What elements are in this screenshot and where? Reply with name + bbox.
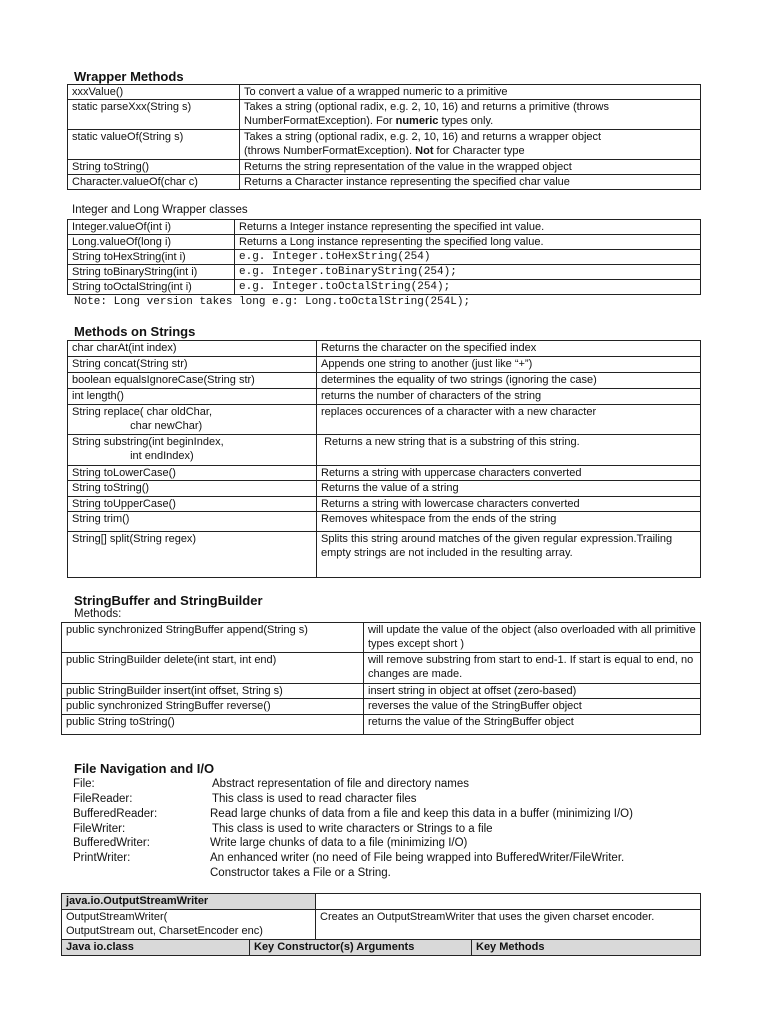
intlong-table [67, 219, 701, 295]
table-row [68, 435, 701, 466]
desc-cell: Returns a Long instance representing the specified long value. [235, 235, 701, 250]
list-item [0, 866, 768, 881]
desc-cell: replaces occurences of a character with a new character [317, 405, 701, 435]
io-name: PrintWriter: [73, 852, 131, 864]
io-desc: Write large chunks of data to a file (minimizing I/O) [210, 837, 468, 849]
intlong-caption: Integer and Long Wrapper classes [72, 204, 248, 216]
desc-cell: determines the equality of two strings (ignoring the case) [317, 373, 701, 389]
io-desc: Read large chunks of data from a file and keep this data in a buffer (minimizing I/O) [210, 808, 633, 820]
table-row [62, 715, 701, 735]
desc-cell: Returns the value of a string [317, 481, 701, 497]
method-cell: Long.valueOf(long i) [68, 235, 235, 250]
method-cell: public StringBuilder insert(int offset, String s) [62, 684, 364, 699]
method-cell: String replace( char oldChar, char newChar) [68, 405, 317, 435]
empty-header-cell [316, 894, 701, 910]
table-row [68, 130, 701, 160]
method-cell: String concat(String str) [68, 357, 317, 373]
method-cell: public synchronized StringBuffer reverse() [62, 699, 364, 715]
constructor-cell: OutputStreamWriter( OutputStream out, CharsetEncoder enc) [62, 910, 316, 940]
table-row [68, 512, 701, 532]
desc-cell: Appends one string to another (just like “+”) [317, 357, 701, 373]
table-header-row [62, 940, 701, 956]
table-row [68, 532, 701, 578]
wrapper-table [67, 84, 701, 190]
desc-cell: Returns a string with lowercase characters converted [317, 497, 701, 512]
table-row [68, 175, 701, 190]
section-title-strings: Methods on Strings [74, 324, 196, 339]
table-header-row [62, 894, 701, 910]
method-cell: static parseXxx(String s) [68, 100, 240, 130]
method-cell: String substring(int beginIndex, int endIndex) [68, 435, 317, 466]
table-row [68, 341, 701, 357]
desc-cell: Returns the string representation of the value in the wrapped object [240, 160, 701, 175]
method-cell: String trim() [68, 512, 317, 532]
desc-cell: e.g. Integer.toHexString(254) [235, 250, 701, 265]
desc-cell [240, 100, 701, 130]
list-item [0, 822, 768, 837]
desc-cell: returns the value of the StringBuffer object [364, 715, 701, 735]
outputstreamwriter-table [61, 893, 701, 956]
io-name: FileReader: [73, 793, 133, 805]
table-row [68, 220, 701, 235]
io-desc: This class is used to write characters or Strings to a file [212, 823, 493, 835]
io-desc: This class is used to read character files [212, 793, 417, 805]
section-title-io: File Navigation and I/O [74, 761, 215, 776]
table-row [68, 373, 701, 389]
desc-cell: reverses the value of the StringBuffer object [364, 699, 701, 715]
table-row [68, 160, 701, 175]
desc-cell: Returns the character on the specified index [317, 341, 701, 357]
method-cell: String[] split(String regex) [68, 532, 317, 578]
strings-table [67, 340, 701, 578]
method-cell: String toUpperCase() [68, 497, 317, 512]
method-cell: Integer.valueOf(int i) [68, 220, 235, 235]
desc-cell: Splits this string around matches of the given regular expression.Trailing empty strings are not included in the resulting array. [317, 532, 701, 578]
method-cell: public synchronized StringBuffer append(String s) [62, 623, 364, 653]
method-cell: char charAt(int index) [68, 341, 317, 357]
desc-cell: will update the value of the object (also overloaded with all primitive types except short ) [364, 623, 701, 653]
io-name: BufferedReader: [73, 808, 158, 820]
table-row [68, 466, 701, 481]
desc-cell: Returns a string with uppercase characters converted [317, 466, 701, 481]
desc-cell [240, 130, 701, 160]
list-item [0, 851, 768, 866]
desc-emphasis: Not [415, 145, 434, 157]
io-name: BufferedWriter: [73, 837, 150, 849]
table-row [68, 481, 701, 497]
desc-cell: Creates an OutputStreamWriter that uses the given charset encoder. [316, 910, 701, 940]
list-item [0, 792, 768, 807]
list-item [0, 777, 768, 792]
desc-cell: returns the number of characters of the string [317, 389, 701, 405]
desc-line: for Character type [433, 145, 525, 157]
table-row [68, 405, 701, 435]
desc-cell: e.g. Integer.toBinaryString(254); [235, 265, 701, 280]
method-cell: xxxValue() [68, 85, 240, 100]
io-desc: Constructor takes a File or a String. [210, 867, 391, 879]
method-cell: int length() [68, 389, 317, 405]
column-header: Key Methods [472, 940, 701, 956]
list-item [0, 807, 768, 822]
desc-line: Takes a string (optional radix, e.g. 2, 10, 16) and returns a primitive (throws [244, 101, 610, 113]
table-row [62, 684, 701, 699]
desc-line: types only. [438, 115, 494, 127]
method-cell: Character.valueOf(char c) [68, 175, 240, 190]
io-name: File: [73, 778, 95, 790]
table-row [68, 497, 701, 512]
section-title-stringbuffer: StringBuffer and StringBuilder [74, 593, 263, 608]
desc-cell: Removes whitespace from the ends of the string [317, 512, 701, 532]
column-header: Key Constructor(s) Arguments [250, 940, 472, 956]
table-row [62, 699, 701, 715]
table-row [68, 250, 701, 265]
desc-line: (throws NumberFormatException). [244, 145, 416, 157]
table-row [68, 265, 701, 280]
table-row [68, 100, 701, 130]
io-name: FileWriter: [73, 823, 126, 835]
io-desc: An enhanced writer (no need of File being wrapped into BufferedWriter/FileWriter. [210, 852, 625, 864]
table-row [62, 623, 701, 653]
method-cell: public StringBuilder delete(int start, int end) [62, 653, 364, 684]
desc-emphasis: numeric [395, 115, 439, 127]
desc-cell: Returns a new string that is a substring of this string. [317, 435, 701, 466]
method-cell: public String toString() [62, 715, 364, 735]
desc-cell: will remove substring from start to end-1. If start is equal to end, no changes are made. [364, 653, 701, 684]
desc-cell: To convert a value of a wrapped numeric to a primitive [240, 85, 701, 100]
io-desc: Abstract representation of file and directory names [212, 778, 469, 790]
stringbuffer-table [61, 622, 701, 735]
column-header: Java io.class [62, 940, 250, 956]
method-cell: String toString() [68, 160, 240, 175]
table-row [68, 235, 701, 250]
method-cell: boolean equalsIgnoreCase(String str) [68, 373, 317, 389]
desc-cell: e.g. Integer.toOctalString(254); [235, 280, 701, 295]
table-row [68, 357, 701, 373]
sb-caption: Methods: [74, 608, 122, 620]
desc-line: Takes a string (optional radix, e.g. 2, 10, 16) and returns a wrapper object [244, 131, 602, 143]
method-cell: static valueOf(String s) [68, 130, 240, 160]
desc-cell: Returns a Integer instance representing the specified int value. [235, 220, 701, 235]
table-row [68, 280, 701, 295]
method-cell: String toHexString(int i) [68, 250, 235, 265]
table-row [68, 389, 701, 405]
intlong-note: Note: Long version takes long e.g: Long.toOctalString(254L); [74, 296, 471, 308]
method-cell: String toOctalString(int i) [68, 280, 235, 295]
list-item [0, 836, 768, 851]
method-cell: String toLowerCase() [68, 466, 317, 481]
desc-cell: insert string in object at offset (zero-based) [364, 684, 701, 699]
desc-line: NumberFormatException). For [244, 115, 396, 127]
table-row [62, 653, 701, 684]
table-row [68, 85, 701, 100]
table-row [62, 910, 701, 940]
method-cell: String toString() [68, 481, 317, 497]
desc-cell: Returns a Character instance representing the specified char value [240, 175, 701, 190]
section-title-wrapper: Wrapper Methods [74, 69, 184, 84]
class-header: java.io.OutputStreamWriter [62, 894, 316, 910]
method-cell: String toBinaryString(int i) [68, 265, 235, 280]
